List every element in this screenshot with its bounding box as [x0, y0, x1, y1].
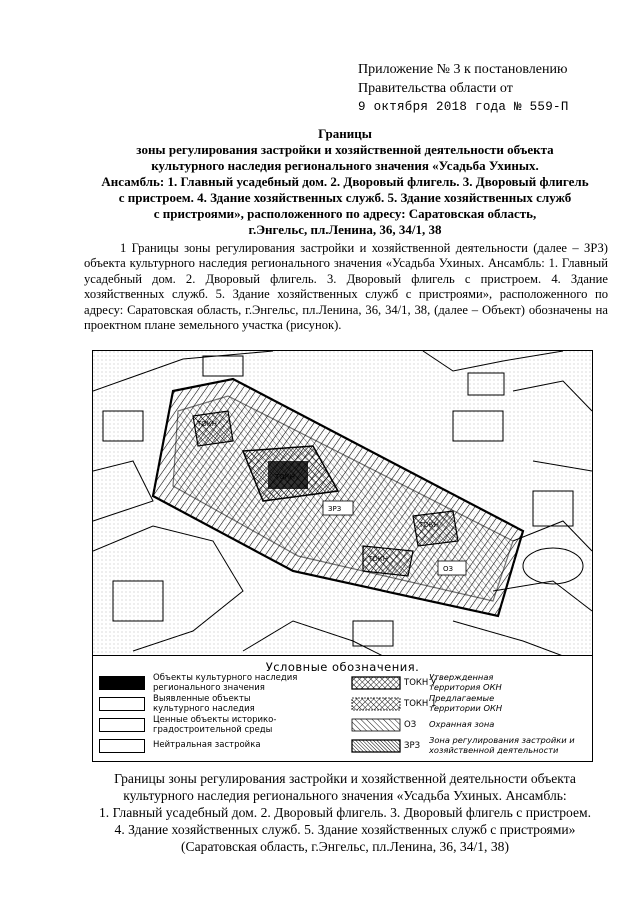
- legend-swatch-identified: [99, 697, 145, 711]
- legend-text: хозяйственной деятельности: [429, 744, 559, 755]
- legend-item-valuable: [153, 716, 276, 735]
- title-line: г.Энгельс, пл.Ленина, 36, 34/1, 38: [248, 222, 442, 237]
- legend-swatch-okn: [99, 676, 145, 690]
- legend-title: Условные обозначения.: [265, 660, 420, 674]
- legend-swatch-tokn-1: [352, 698, 400, 710]
- map-label-tokn: ТОКН: [197, 420, 218, 428]
- legend-code-tokn-u: ТОКН У: [404, 678, 437, 688]
- legend-text: территории ОКН: [429, 702, 503, 713]
- appendix-government: Правительства области от: [358, 81, 513, 96]
- legend-item-zrz: [429, 736, 575, 755]
- caption-line: 1. Главный усадебный дом. 2. Дворовый флигель. 3. Дворовый флигель с пристроем.: [99, 805, 591, 820]
- body-paragraph: [84, 241, 608, 333]
- legend-text: Зона регулирования застройки и: [429, 735, 575, 745]
- legend-text: Объекты культурного наследия: [153, 673, 298, 683]
- legend-swatch-neutral: [99, 739, 145, 753]
- site-plan-drawing: [93, 351, 592, 656]
- legend-text: регионального значения: [153, 682, 265, 693]
- title-line: Границы: [318, 126, 372, 141]
- legend-text: территория ОКН: [429, 681, 502, 692]
- document-title: [60, 126, 630, 238]
- legend-text: культурного наследия: [153, 703, 255, 714]
- legend-item-tokn-u: [429, 673, 502, 692]
- title-line: с пристроями», расположенного по адресу: Саратовская область,: [153, 206, 537, 221]
- map-label-tokn: ТОКН: [275, 473, 296, 481]
- legend-text: Выявленные объекты: [153, 694, 251, 704]
- caption-line: Границы зоны регулирования застройки и хозяйственной деятельности объекта: [114, 771, 576, 786]
- appendix-number: Приложение № 3 к постановлению: [358, 62, 568, 77]
- legend-item-tokn-1: [429, 694, 502, 713]
- figure-caption: [60, 770, 630, 855]
- body-text: 1 Границы зоны регулирования застройки и хозяйственной деятельности (далее – ЗРЗ) объекта культурного наследия регионального значения «Усадьба Ухиных. Ансамбль: 1. Главный усадебный дом. 2. Дворовый флигель. 3. Дворовый флигель с пристроем. 4. Здание хозяйственных служб. 5. Здание хозяйственных служб с пристроями», расположенного по адресу: Саратовская область, г.Энгельс, пл.Ленина, 36, 34/1, 38, (далее – Объект) обозначены на проектном плане земельного участка (рисунок).: [84, 241, 608, 333]
- map-label-zrz: ЗРЗ: [328, 505, 342, 513]
- title-line: с пристроем. 4. Здание хозяйственных служб. 5. Здание хозяйственных служб: [118, 190, 572, 205]
- legend-swatch-oz: [352, 719, 400, 731]
- legend-text: Ценные объекты историко-: [153, 715, 277, 725]
- legend-code-zrz: ЗРЗ: [404, 741, 421, 751]
- map-label-tokn: ТОКН: [419, 521, 440, 529]
- caption-line: (Саратовская область, г.Энгельс, пл.Ленина, 36, 34/1, 38): [181, 839, 509, 854]
- map-label-tokn: ТОКН: [368, 555, 389, 563]
- site-plan-map: [92, 350, 593, 657]
- legend-item-identified: [153, 695, 255, 714]
- legend-swatch-valuable: [99, 718, 145, 732]
- legend-text: Утвержденная: [429, 672, 494, 682]
- map-legend: [92, 655, 593, 762]
- legend-swatches-right: [351, 676, 403, 756]
- appendix-date-number: 9 октября 2018 года № 559-П: [358, 100, 569, 114]
- title-line: Ансамбль: 1. Главный усадебный дом. 2. Дворовый флигель. 3. Дворовый флигель: [101, 174, 589, 189]
- legend-item-okn: [153, 674, 297, 693]
- caption-line: культурного наследия регионального значения «Усадьба Ухиных. Ансамбль:: [123, 788, 567, 803]
- map-label-oz: ОЗ: [443, 565, 453, 573]
- legend-swatch-tokn-u: [352, 677, 400, 689]
- legend-swatch-zrz: [352, 740, 400, 752]
- legend-item-oz: Охранная зона: [429, 719, 495, 729]
- legend-item-neutral: Нейтральная застройка: [153, 740, 261, 750]
- legend-text: градостроительной среды: [153, 724, 273, 735]
- caption-line: 4. Здание хозяйственных служб. 5. Здание хозяйственных служб с пристроями»: [114, 822, 576, 837]
- title-line: культурного наследия регионального значения «Усадьба Ухиных.: [151, 158, 539, 173]
- legend-code-oz: ОЗ: [404, 720, 417, 730]
- legend-code-tokn-1: ТОКН 1: [404, 699, 437, 709]
- legend-text: Предлагаемые: [429, 693, 495, 703]
- title-line: зоны регулирования застройки и хозяйственной деятельности объекта: [136, 142, 554, 157]
